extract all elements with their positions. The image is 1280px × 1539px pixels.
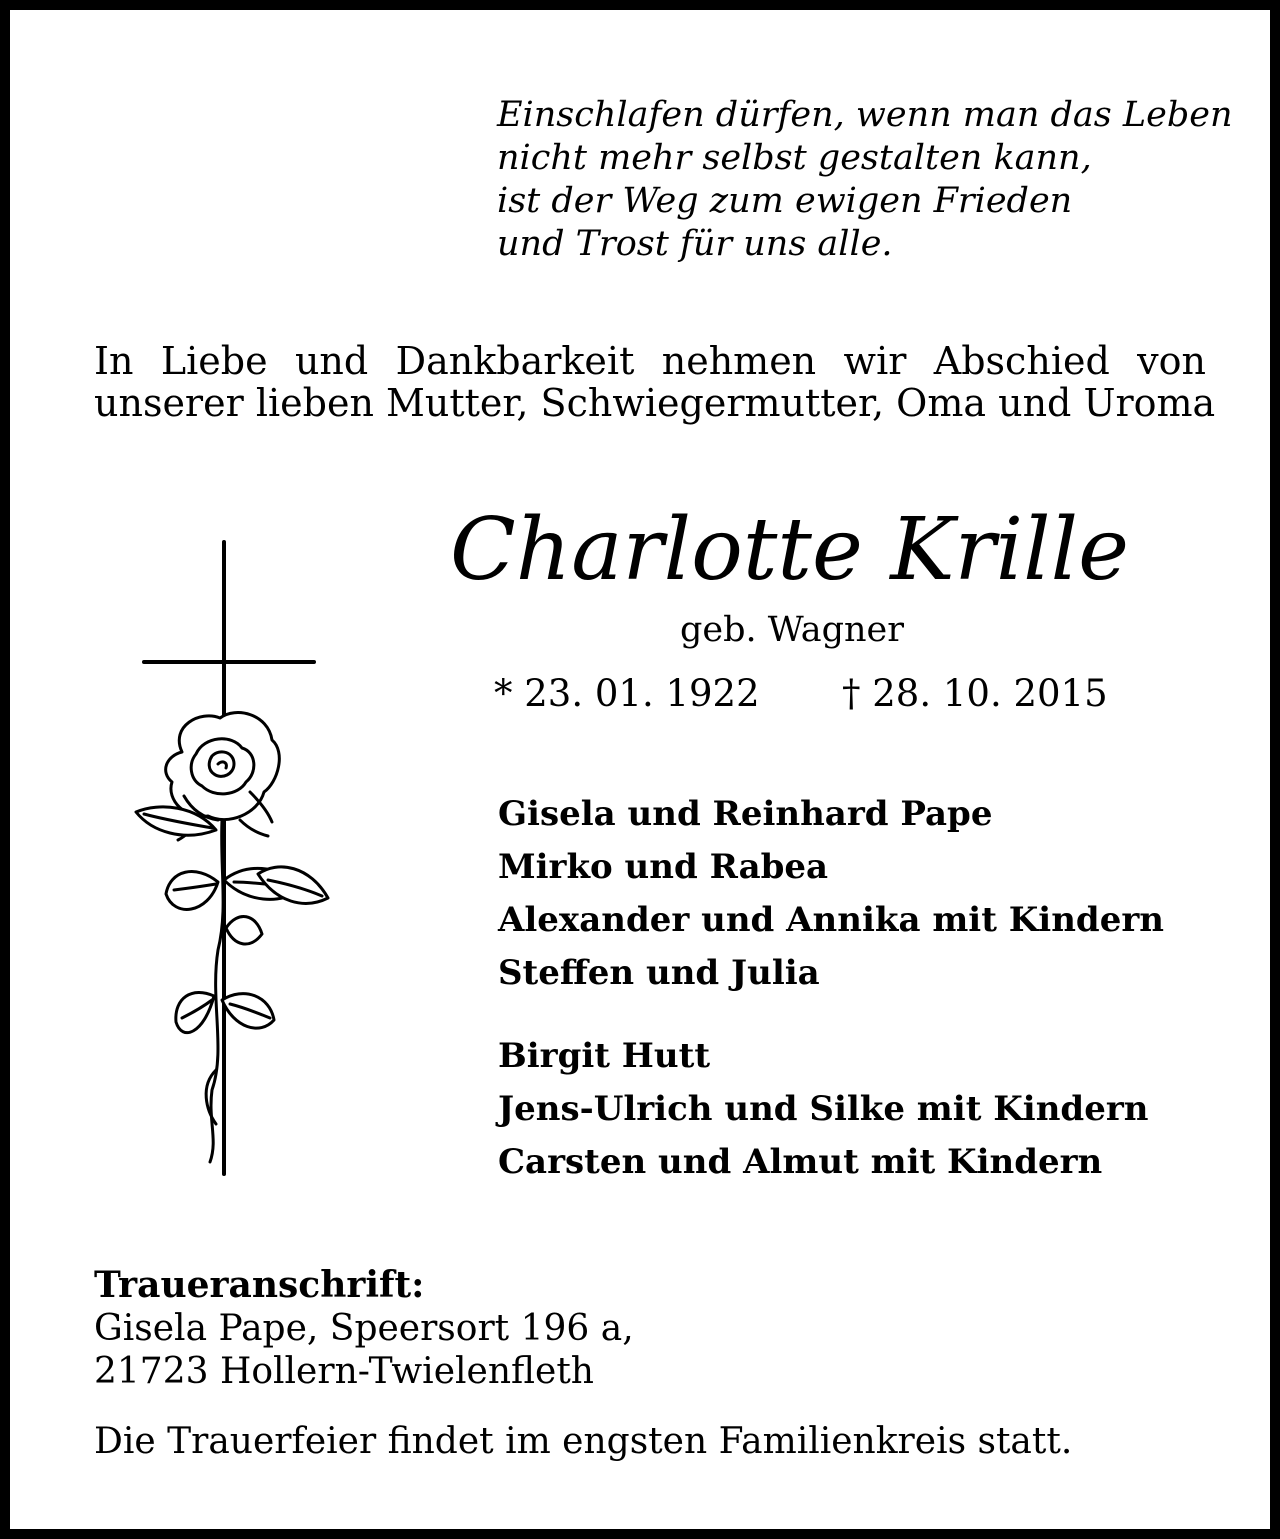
address-line: 21723 Hollern-Twielenfleth: [94, 1351, 594, 1392]
deceased-name: Charlotte Krille: [450, 500, 1129, 600]
mourners-group-2: [498, 1030, 1238, 1189]
address-line: Gisela Pape, Speersort 196 a,: [94, 1308, 634, 1349]
mourner-entry: Carsten und Almut mit Kindern: [498, 1142, 1103, 1182]
verse-line: und Trost für uns alle.: [497, 224, 893, 264]
mourner-entry: Jens-Ulrich und Silke mit Kindern: [498, 1089, 1149, 1129]
cross-with-rose-icon: [100, 530, 350, 1190]
death-date: † 28. 10. 2015: [842, 672, 1108, 715]
verse-line: ist der Weg zum ewigen Frieden: [497, 181, 1073, 221]
funeral-note: Die Trauerfeier findet im engsten Familienkreis statt.: [94, 1421, 1073, 1462]
intro-line: unserer lieben Mutter, Schwiegermutter, Oma und Uroma: [94, 381, 1216, 425]
verse-line: nicht mehr selbst gestalten kann,: [497, 138, 1092, 178]
mourning-address: [94, 1264, 894, 1393]
mourner-entry: Alexander und Annika mit Kindern: [498, 900, 1164, 940]
mourner-entry: Gisela und Reinhard Pape: [498, 794, 993, 834]
intro-line: In Liebe und Dankbarkeit nehmen wir Abschied von: [94, 339, 1206, 383]
memorial-verse: [497, 94, 1237, 266]
birth-date: * 23. 01. 1922: [494, 672, 760, 715]
mourner-entry: Birgit Hutt: [498, 1036, 711, 1076]
mourners-group-1: [498, 788, 1238, 1000]
maiden-name: geb. Wagner: [680, 610, 904, 650]
mourner-entry: Mirko und Rabea: [498, 847, 829, 887]
address-heading: Traueranschrift:: [94, 1264, 425, 1306]
verse-line: Einschlafen dürfen, wenn man das Leben: [497, 95, 1233, 135]
mourner-entry: Steffen und Julia: [498, 953, 820, 993]
farewell-intro: [94, 339, 1216, 425]
